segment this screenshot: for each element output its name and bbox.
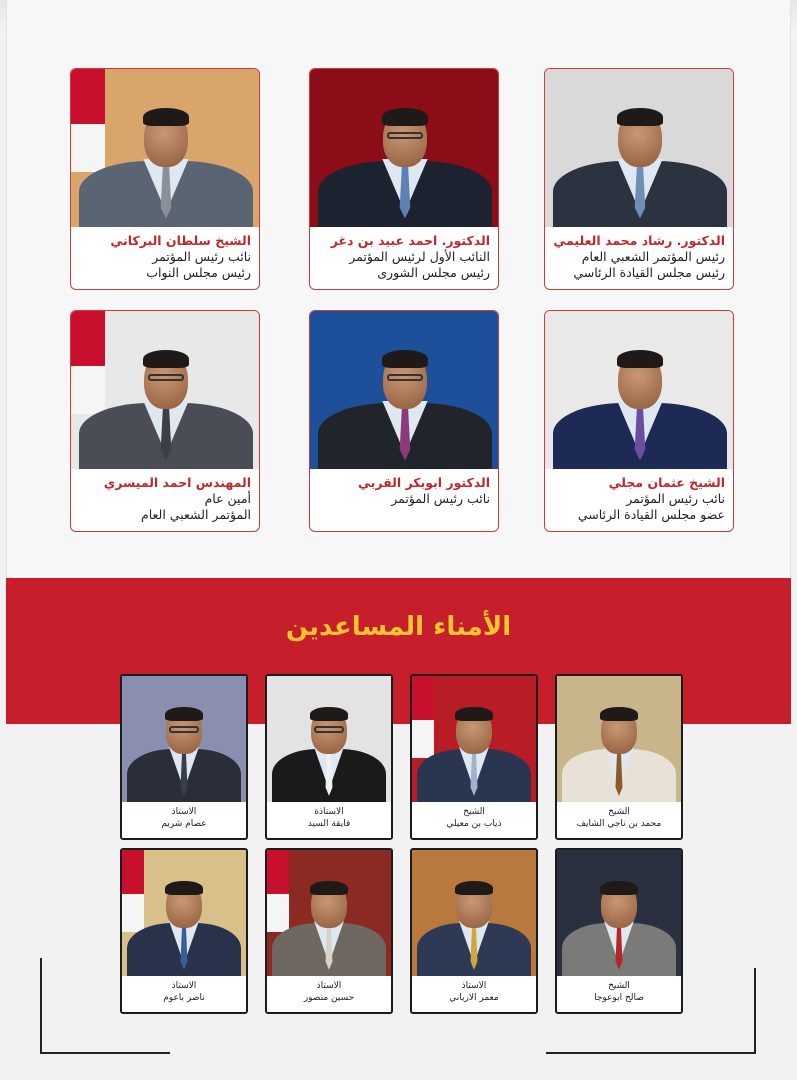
leader-role: نائب رئيس المؤتمر	[391, 491, 490, 506]
leader-card	[309, 310, 499, 532]
assistant-title: الاستاذ	[171, 807, 197, 817]
assistant-caption	[557, 802, 681, 838]
assistant-name: ناصر باعوم	[163, 993, 205, 1003]
leader-role: النائب الأول لرئيس المؤتمر	[349, 249, 490, 264]
portrait	[310, 311, 498, 469]
portrait	[71, 311, 259, 469]
assistant-photo	[267, 676, 391, 802]
hair	[310, 707, 347, 721]
assistant-card	[120, 674, 248, 840]
assistant-caption	[122, 802, 246, 838]
assistant-caption	[412, 976, 536, 1012]
assistant-photo	[412, 676, 536, 802]
assistant-name: محمد بن ناجي الشايف	[576, 819, 662, 829]
assistant-name: ذياب بن معيلي	[446, 819, 502, 829]
assistant-card	[555, 674, 683, 840]
glasses	[169, 726, 198, 733]
hair	[455, 881, 492, 895]
assistant-title: الشيخ	[463, 807, 485, 817]
assistant-name: فايقة السيد	[307, 819, 351, 829]
leader-photo	[71, 69, 259, 227]
flag-stripe	[122, 894, 144, 932]
assistant-photo	[267, 850, 391, 976]
assistant-photo	[557, 850, 681, 976]
hair	[600, 881, 637, 895]
leader-caption	[545, 469, 733, 531]
hair	[382, 108, 428, 126]
glasses	[148, 374, 185, 381]
assistant-name: صالح ابوعوجا	[594, 993, 644, 1003]
leader-name: الدكتور. احمد عبيد بن دغر	[330, 233, 490, 248]
flag-stripe	[122, 850, 144, 894]
leader-photo	[310, 311, 498, 469]
flag-stripe	[71, 366, 105, 413]
assistant-card	[410, 674, 538, 840]
leader-role: المؤتمر الشعبي العام	[140, 507, 251, 522]
hair	[165, 707, 202, 721]
leader-role: نائب رئيس المؤتمر	[626, 491, 725, 506]
flag-stripe	[267, 894, 289, 932]
hair	[600, 707, 637, 721]
flag-stripe	[412, 676, 434, 720]
assistant-photo	[122, 676, 246, 802]
portrait	[545, 69, 733, 227]
corner-frame-right	[546, 968, 756, 1054]
leader-card	[70, 310, 260, 532]
portrait	[412, 850, 536, 976]
leader-name: الدكتور. رشاد محمد العليمي	[553, 233, 725, 248]
assistant-photo	[557, 676, 681, 802]
assistant-title: الشيخ	[608, 807, 630, 817]
leader-card	[309, 68, 499, 290]
corner-frame-left	[40, 958, 170, 1054]
assistant-title: الاستاذة	[314, 807, 344, 817]
flag-stripe	[71, 124, 105, 171]
leader-photo	[310, 69, 498, 227]
hair	[165, 881, 202, 895]
hair	[143, 108, 189, 126]
section-title: الأمناء المساعدين	[285, 612, 512, 642]
portrait	[267, 850, 391, 976]
portrait	[557, 850, 681, 976]
leader-role: رئيس المؤتمر الشعبي العام	[581, 249, 725, 264]
flag-stripe	[71, 69, 105, 124]
leader-caption	[71, 227, 259, 289]
portrait	[267, 676, 391, 802]
assistant-name: عصام شريم	[161, 819, 207, 829]
leader-caption	[71, 469, 259, 531]
leader-name: الشيخ عثمان مجلي	[608, 475, 725, 490]
assistant-photo	[412, 850, 536, 976]
flag-stripe	[71, 311, 105, 366]
glasses	[387, 132, 424, 139]
assistant-title: الاستاذ	[171, 981, 197, 991]
portrait	[122, 676, 246, 802]
leader-card	[544, 68, 734, 290]
assistant-caption	[267, 802, 391, 838]
leader-caption	[310, 227, 498, 289]
assistant-title: الشيخ	[608, 981, 630, 991]
hair	[617, 108, 663, 126]
assistant-card	[265, 674, 393, 840]
hair	[617, 350, 663, 368]
assistant-caption	[267, 976, 391, 1012]
hair	[143, 350, 189, 368]
leader-photo	[545, 311, 733, 469]
portrait	[310, 69, 498, 227]
leader-card	[544, 310, 734, 532]
leader-role: نائب رئيس المؤتمر	[152, 249, 251, 264]
hair	[382, 350, 428, 368]
assistant-title: الاستاذ	[461, 981, 487, 991]
leader-caption	[545, 227, 733, 289]
leader-role: رئيس مجلس القيادة الرئاسي	[573, 265, 725, 280]
glasses	[314, 726, 343, 733]
leader-name: الشيخ سلطان البركاني	[110, 233, 251, 248]
leader-photo	[545, 69, 733, 227]
assistant-card	[265, 848, 393, 1014]
portrait	[71, 69, 259, 227]
flag-stripe	[412, 720, 434, 758]
assistant-caption	[412, 802, 536, 838]
assistant-card	[410, 848, 538, 1014]
portrait	[412, 676, 536, 802]
portrait	[545, 311, 733, 469]
leader-name: المهندس احمد الميسري	[103, 475, 251, 490]
leader-card	[70, 68, 260, 290]
assistant-title: الاستاذ	[316, 981, 342, 991]
hair	[310, 881, 347, 895]
flag-stripe	[267, 850, 289, 894]
leader-role: أمين عام	[204, 491, 251, 506]
portrait	[557, 676, 681, 802]
leader-role: رئيس مجلس النواب	[146, 265, 251, 280]
leader-role: رئيس مجلس الشورى	[377, 265, 490, 280]
leader-name: الدكتور ابوبكر القربي	[358, 475, 490, 490]
leader-role: عضو مجلس القيادة الرئاسي	[577, 507, 725, 522]
assistant-name: حسين منصور	[303, 993, 355, 1003]
assistant-name: معمر الارياني	[449, 993, 499, 1003]
leader-caption	[310, 469, 498, 531]
hair	[455, 707, 492, 721]
glasses	[387, 374, 424, 381]
leader-photo	[71, 311, 259, 469]
